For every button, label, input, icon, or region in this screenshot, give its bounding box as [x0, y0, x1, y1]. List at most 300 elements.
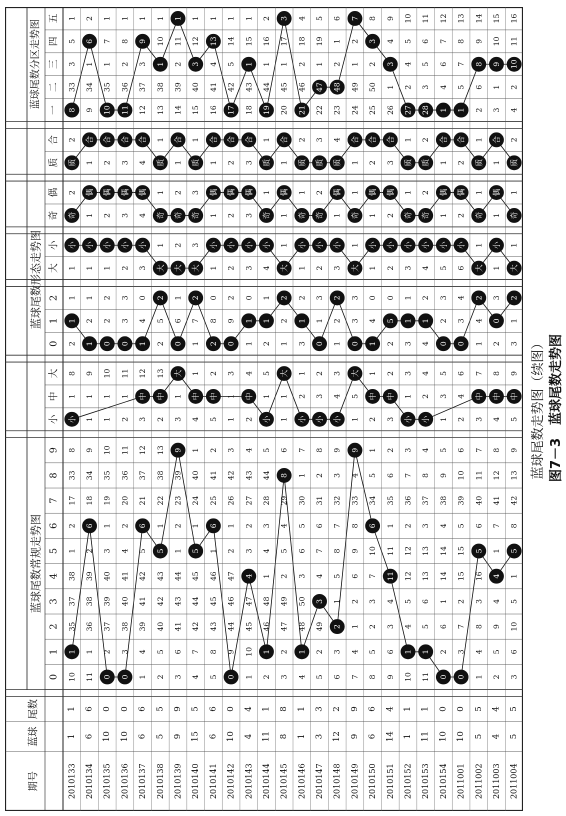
cell-tail: 3	[314, 706, 325, 712]
cell-value: 5	[438, 265, 448, 271]
cell-value: 3	[120, 318, 130, 324]
cell-value: 38	[155, 82, 165, 92]
cell-value: 6	[421, 599, 431, 604]
hit-value: 合	[438, 136, 448, 144]
hit-value: 28	[421, 105, 431, 115]
cell-value: 2	[102, 295, 112, 301]
cell-value: 1	[332, 599, 342, 604]
cell-value: 3	[315, 137, 325, 143]
cell-value: 3	[138, 265, 148, 271]
hit-value: 中	[491, 392, 501, 401]
cell-value: 2	[385, 447, 395, 453]
cell-value: 1	[332, 341, 342, 347]
hit-value: 0	[456, 341, 466, 347]
hit-value: 小	[261, 241, 271, 249]
cell-value: 5	[208, 674, 218, 680]
cell-value: 2	[67, 341, 77, 347]
cell-value: 2	[315, 473, 325, 478]
cell-value: 5	[208, 416, 218, 422]
hit-value: 中	[138, 392, 148, 401]
cell-value: 40	[155, 621, 165, 632]
cell-value: 4	[438, 84, 448, 90]
cell-value: 3	[332, 473, 342, 478]
hit-value: 1	[403, 318, 413, 324]
cell-value: 9	[491, 624, 501, 629]
hit-value: 合	[385, 136, 395, 144]
cell-period: 2010149	[350, 763, 360, 800]
cell-value: 41	[120, 571, 130, 581]
cell-value: 1	[191, 341, 201, 347]
cell-value: 43	[155, 571, 165, 581]
cell-blue: 10	[456, 731, 467, 742]
cell-value: 2	[261, 16, 271, 21]
hit-value: 偶	[438, 188, 448, 197]
cell-value: 42	[226, 82, 236, 92]
cell-value: 1	[403, 190, 413, 195]
cell-value: 5	[456, 523, 466, 529]
hit-value: 奇	[155, 211, 165, 220]
hit-value: 5	[474, 548, 484, 554]
cell-value: 0	[368, 295, 378, 301]
cell-value: 11	[85, 672, 95, 682]
hit-value: 0	[102, 341, 112, 347]
cell-period: 2010151	[385, 763, 395, 800]
cell-tail: 1	[261, 706, 272, 712]
cell-value: 47	[279, 621, 289, 632]
cell-value: 5	[279, 548, 289, 554]
hit-value: 质	[155, 159, 165, 167]
cell-value: 1	[67, 548, 77, 554]
cell-value: 49	[279, 596, 289, 607]
hit-value: 2	[208, 341, 218, 347]
cell-value: 14	[438, 546, 448, 556]
cell-tail: 0	[102, 706, 113, 712]
cell-value: 8	[315, 447, 325, 453]
cell-value: 23	[332, 105, 342, 115]
cell-period: 2010147	[315, 763, 325, 800]
cell-value: 30	[297, 495, 307, 506]
cell-value: 9	[438, 473, 448, 478]
cell-tail: 4	[243, 706, 254, 712]
cell-value: 43	[208, 621, 218, 632]
hit-value: 21	[297, 105, 307, 115]
cell-value: 7	[102, 38, 112, 44]
cell-value: 10	[102, 445, 112, 456]
cell-value: 1	[279, 160, 289, 166]
hit-value: 3	[368, 38, 378, 44]
cell-blue: 11	[420, 731, 431, 742]
hit-value: 3	[315, 599, 325, 604]
cell-value: 8	[332, 548, 342, 554]
hit-value: 奇	[474, 211, 484, 220]
cell-value: 8	[491, 371, 501, 376]
cell-value: 1	[491, 213, 501, 218]
cell-value: 15	[491, 13, 501, 24]
cell-tail: 6	[84, 706, 95, 712]
cell-value: 45	[191, 571, 201, 581]
hit-value: 17	[226, 105, 236, 115]
subheader-digit-5: 5	[48, 547, 60, 555]
hit-value: 2	[509, 295, 519, 301]
cell-value: 3	[332, 371, 342, 376]
hit-value: 大	[279, 264, 289, 272]
hit-value: 0	[226, 674, 236, 680]
subheader-zone-3: 四	[48, 36, 60, 47]
cell-value: 7	[332, 523, 342, 529]
subheader-bs-0: 大	[48, 263, 60, 273]
hit-value: 偶	[120, 188, 130, 197]
cell-value: 6	[297, 548, 307, 554]
hit-value: 质	[474, 159, 484, 167]
cell-value: 3	[332, 265, 342, 271]
hit-value: 1	[67, 649, 77, 655]
cell-period: 2010138	[155, 763, 165, 800]
hit-value: 1	[173, 16, 183, 21]
cell-value: 3	[491, 295, 501, 301]
cell-value: 3	[421, 84, 431, 90]
cell-value: 5	[403, 599, 413, 604]
hit-value: 1	[368, 341, 378, 347]
cell-value: 11	[385, 546, 395, 556]
cell-value: 4	[244, 371, 254, 376]
cell-value: 16	[261, 36, 271, 47]
subheader-digit-8: 8	[48, 472, 60, 479]
cell-value: 45	[208, 596, 218, 607]
cell-value: 10	[67, 672, 77, 682]
cell-value: 9	[85, 447, 95, 453]
hit-value: 奇	[350, 211, 360, 220]
hit-value: 27	[403, 105, 413, 115]
hit-value: 48	[332, 82, 342, 92]
cell-value: 6	[438, 624, 448, 629]
cell-value: 44	[226, 621, 236, 632]
cell-value: 21	[138, 495, 148, 506]
cell-value: 8	[120, 38, 130, 44]
hit-value: 奇	[403, 211, 413, 220]
cell-value: 1	[85, 61, 95, 67]
cell-value: 5	[456, 84, 466, 90]
hit-value: 0	[120, 341, 130, 347]
cell-value: 2	[385, 371, 395, 376]
hit-value: 0	[102, 674, 112, 680]
cell-tail: 6	[137, 706, 148, 712]
cell-value: 6	[173, 318, 183, 324]
hit-value: 奇	[297, 211, 307, 220]
cell-value: 46	[261, 621, 271, 632]
hit-value: 1	[244, 318, 254, 324]
cell-value: 1	[102, 416, 112, 422]
cell-value: 1	[208, 16, 218, 21]
cell-value: 2	[173, 523, 183, 529]
cell-value: 23	[173, 495, 183, 506]
cell-value: 4	[509, 107, 519, 113]
cell-period: 2010146	[297, 763, 307, 800]
cell-value: 26	[226, 495, 236, 506]
cell-value: 1	[85, 160, 95, 166]
cell-value: 35	[102, 82, 112, 92]
cell-value: 33	[67, 470, 77, 481]
cell-tail: 1	[420, 706, 431, 712]
cell-value: 40	[102, 571, 112, 581]
cell-value: 1	[102, 61, 112, 67]
cell-value: 1	[368, 265, 378, 271]
cell-value: 1	[155, 523, 165, 529]
hit-value: 1	[421, 649, 431, 655]
cell-tail: 1	[296, 706, 307, 712]
cell-value: 25	[368, 105, 378, 115]
cell-value: 1	[208, 548, 218, 554]
cell-value: 1	[474, 190, 484, 195]
cell-value: 1	[279, 394, 289, 399]
cell-value: 6	[509, 649, 519, 655]
subheader-digit-2: 2	[48, 623, 60, 630]
cell-value: 1	[226, 394, 236, 399]
hit-value: 中	[155, 392, 165, 401]
hit-value: 奇	[191, 211, 201, 220]
cell-value: 2	[368, 624, 378, 629]
hit-value: 1	[67, 318, 77, 324]
cell-value: 28	[261, 495, 271, 506]
cell-value: 1	[279, 61, 289, 67]
cell-value: 2	[456, 213, 466, 218]
cell-value: 3	[474, 416, 484, 422]
cell-value: 11	[120, 445, 130, 456]
cell-value: 3	[474, 599, 484, 604]
cell-blue: 10	[438, 731, 449, 742]
cell-period: 2010139	[173, 763, 183, 800]
cell-value: 46	[208, 571, 218, 581]
cell-value: 3	[385, 624, 395, 629]
cell-period: 2010148	[332, 763, 342, 800]
cell-value: 1	[85, 295, 95, 301]
cell-value: 16	[474, 571, 484, 581]
cell-value: 35	[67, 621, 77, 632]
cell-value: 11	[421, 13, 431, 24]
hit-value: 质	[261, 159, 271, 167]
cell-value: 2	[297, 394, 307, 399]
cell-value: 3	[350, 295, 360, 301]
subheader-digit-4: 4	[48, 573, 60, 580]
hit-value: 2	[155, 295, 165, 301]
cell-period: 2010153	[421, 763, 431, 800]
cell-tail: 4	[491, 706, 502, 712]
cell-value: 3	[102, 548, 112, 554]
subheader-digit-9: 9	[48, 447, 60, 454]
cell-value: 9	[226, 649, 236, 655]
cell-value: 12	[191, 36, 201, 47]
cell-value: 37	[67, 596, 77, 607]
cell-value: 32	[332, 495, 342, 506]
cell-value: 1	[403, 394, 413, 399]
cell-value: 1	[226, 523, 236, 529]
cell-value: 3	[491, 107, 501, 113]
cell-value: 49	[350, 82, 360, 92]
cell-value: 2	[244, 416, 254, 422]
cell-blue: 11	[261, 731, 272, 742]
cell-value: 3	[403, 265, 413, 271]
cell-value: 10	[102, 368, 112, 379]
cell-value: 1	[438, 416, 448, 422]
cell-value: 39	[173, 470, 183, 481]
cell-value: 5	[421, 624, 431, 629]
hit-value: 19	[261, 105, 271, 115]
cell-value: 1	[509, 318, 519, 324]
subheader-road-1: 1	[48, 317, 60, 324]
cell-value: 7	[350, 674, 360, 680]
hit-value: 4	[244, 573, 254, 579]
cell-value: 27	[244, 495, 254, 506]
cell-value: 2	[421, 137, 431, 143]
cell-value: 2	[226, 548, 236, 554]
cell-period: 2011004	[509, 763, 519, 800]
hit-value: 2	[279, 295, 289, 301]
header-period: 期号	[28, 771, 40, 792]
cell-value: 48	[297, 621, 307, 632]
cell-value: 14	[226, 36, 236, 47]
cell-value: 3	[191, 242, 201, 248]
cell-value: 6	[173, 649, 183, 655]
cell-value: 40	[120, 596, 130, 607]
cell-value: 4	[191, 674, 201, 680]
cell-value: 9	[385, 16, 395, 21]
cell-value: 1	[138, 674, 148, 680]
cell-value: 42	[509, 495, 519, 506]
cell-value: 2	[491, 341, 501, 347]
cell-value: 1	[191, 523, 201, 529]
hit-value: 小	[297, 241, 307, 249]
cell-value: 2	[226, 160, 236, 166]
cell-value: 1	[261, 61, 271, 67]
cell-value: 1	[191, 371, 201, 376]
cell-value: 1	[102, 394, 112, 399]
cell-value: 10	[403, 13, 413, 24]
cell-value: 1	[438, 213, 448, 218]
cell-blue: 14	[385, 731, 396, 742]
cell-value: 1	[67, 16, 77, 21]
cell-value: 4	[438, 523, 448, 529]
hit-value: 偶	[279, 188, 289, 197]
cell-period: 2010134	[85, 763, 95, 800]
cell-value: 0	[244, 295, 254, 301]
hit-value: 中	[474, 392, 484, 401]
cell-value: 2	[155, 416, 165, 422]
hit-value: 6	[85, 38, 95, 44]
cell-value: 34	[368, 495, 378, 506]
hit-value: 1	[456, 107, 466, 113]
hit-value: 大	[474, 264, 484, 272]
cell-value: 1	[350, 416, 360, 422]
cell-value: 5	[67, 38, 77, 44]
cell-value: 2	[102, 649, 112, 655]
cell-value: 8	[208, 318, 218, 324]
cell-value: 2	[120, 416, 130, 422]
cell-value: 3	[173, 674, 183, 680]
cell-value: 7	[438, 38, 448, 44]
cell-value: 35	[385, 495, 395, 506]
hit-value: 8	[474, 61, 484, 67]
cell-value: 4	[261, 548, 271, 554]
cell-value: 2	[120, 265, 130, 271]
cell-blue: 6	[137, 733, 148, 740]
cell-value: 6	[332, 674, 342, 680]
cell-value: 1	[385, 523, 395, 529]
cell-value: 22	[155, 495, 165, 506]
cell-value: 43	[244, 82, 254, 92]
hit-value: 5	[191, 548, 201, 554]
cell-value: 16	[208, 105, 218, 115]
cell-value: 3	[297, 573, 307, 579]
cell-value: 1	[120, 394, 130, 399]
hit-value: 质	[509, 159, 519, 167]
cell-value: 2	[491, 674, 501, 680]
hit-value: 中	[509, 392, 519, 401]
cell-blue: 6	[367, 733, 378, 740]
subheader-size3-1: 中	[48, 391, 60, 402]
cell-value: 4	[138, 649, 148, 655]
cell-value: 42	[138, 571, 148, 581]
hit-value: 小	[67, 241, 77, 249]
hit-value: 2	[191, 295, 201, 301]
cell-value: 4	[421, 341, 431, 347]
cell-value: 3	[385, 160, 395, 166]
subheader-size3-2: 大	[48, 368, 60, 379]
cell-value: 45	[244, 621, 254, 632]
hit-value: 合	[208, 136, 218, 144]
cell-value: 2	[85, 318, 95, 324]
cell-value: 2	[438, 318, 448, 324]
cell-value: 4	[332, 394, 342, 399]
hit-value: 1	[155, 61, 165, 67]
cell-value: 0	[385, 295, 395, 301]
hit-value: 2	[332, 295, 342, 301]
cell-value: 3	[120, 649, 130, 655]
cell-value: 4	[244, 447, 254, 453]
cell-value: 2	[421, 190, 431, 195]
cell-value: 5	[421, 61, 431, 67]
hit-value: 10	[509, 59, 519, 70]
cell-value: 3	[315, 394, 325, 399]
hit-value: 0	[438, 341, 448, 347]
cell-value: 37	[138, 470, 148, 481]
cell-blue: 3	[314, 733, 325, 740]
hit-value: 1	[403, 649, 413, 655]
cell-value: 4	[261, 265, 271, 271]
cell-value: 3	[244, 548, 254, 554]
cell-blue: 4	[243, 733, 254, 740]
cell-value: 1	[67, 295, 77, 301]
cell-value: 16	[509, 13, 519, 24]
cell-value: 3	[421, 523, 431, 529]
cell-value: 4	[297, 16, 307, 21]
cell-value: 1	[509, 573, 519, 579]
cell-value: 6	[421, 38, 431, 44]
cell-value: 1	[438, 599, 448, 604]
cell-period: 2010140	[191, 763, 201, 800]
cell-value: 6	[350, 573, 360, 579]
cell-value: 1	[491, 160, 501, 166]
cell-value: 15	[191, 105, 201, 115]
cell-value: 29	[279, 495, 289, 506]
cell-value: 10	[403, 672, 413, 682]
cell-value: 10	[155, 36, 165, 47]
hit-value: 1	[297, 318, 307, 324]
cell-value: 2	[120, 61, 130, 67]
cell-value: 48	[261, 596, 271, 607]
cell-value: 1	[279, 213, 289, 218]
cell-value: 3	[67, 61, 77, 67]
cell-period: 2010135	[102, 763, 112, 800]
cell-value: 1	[438, 160, 448, 166]
